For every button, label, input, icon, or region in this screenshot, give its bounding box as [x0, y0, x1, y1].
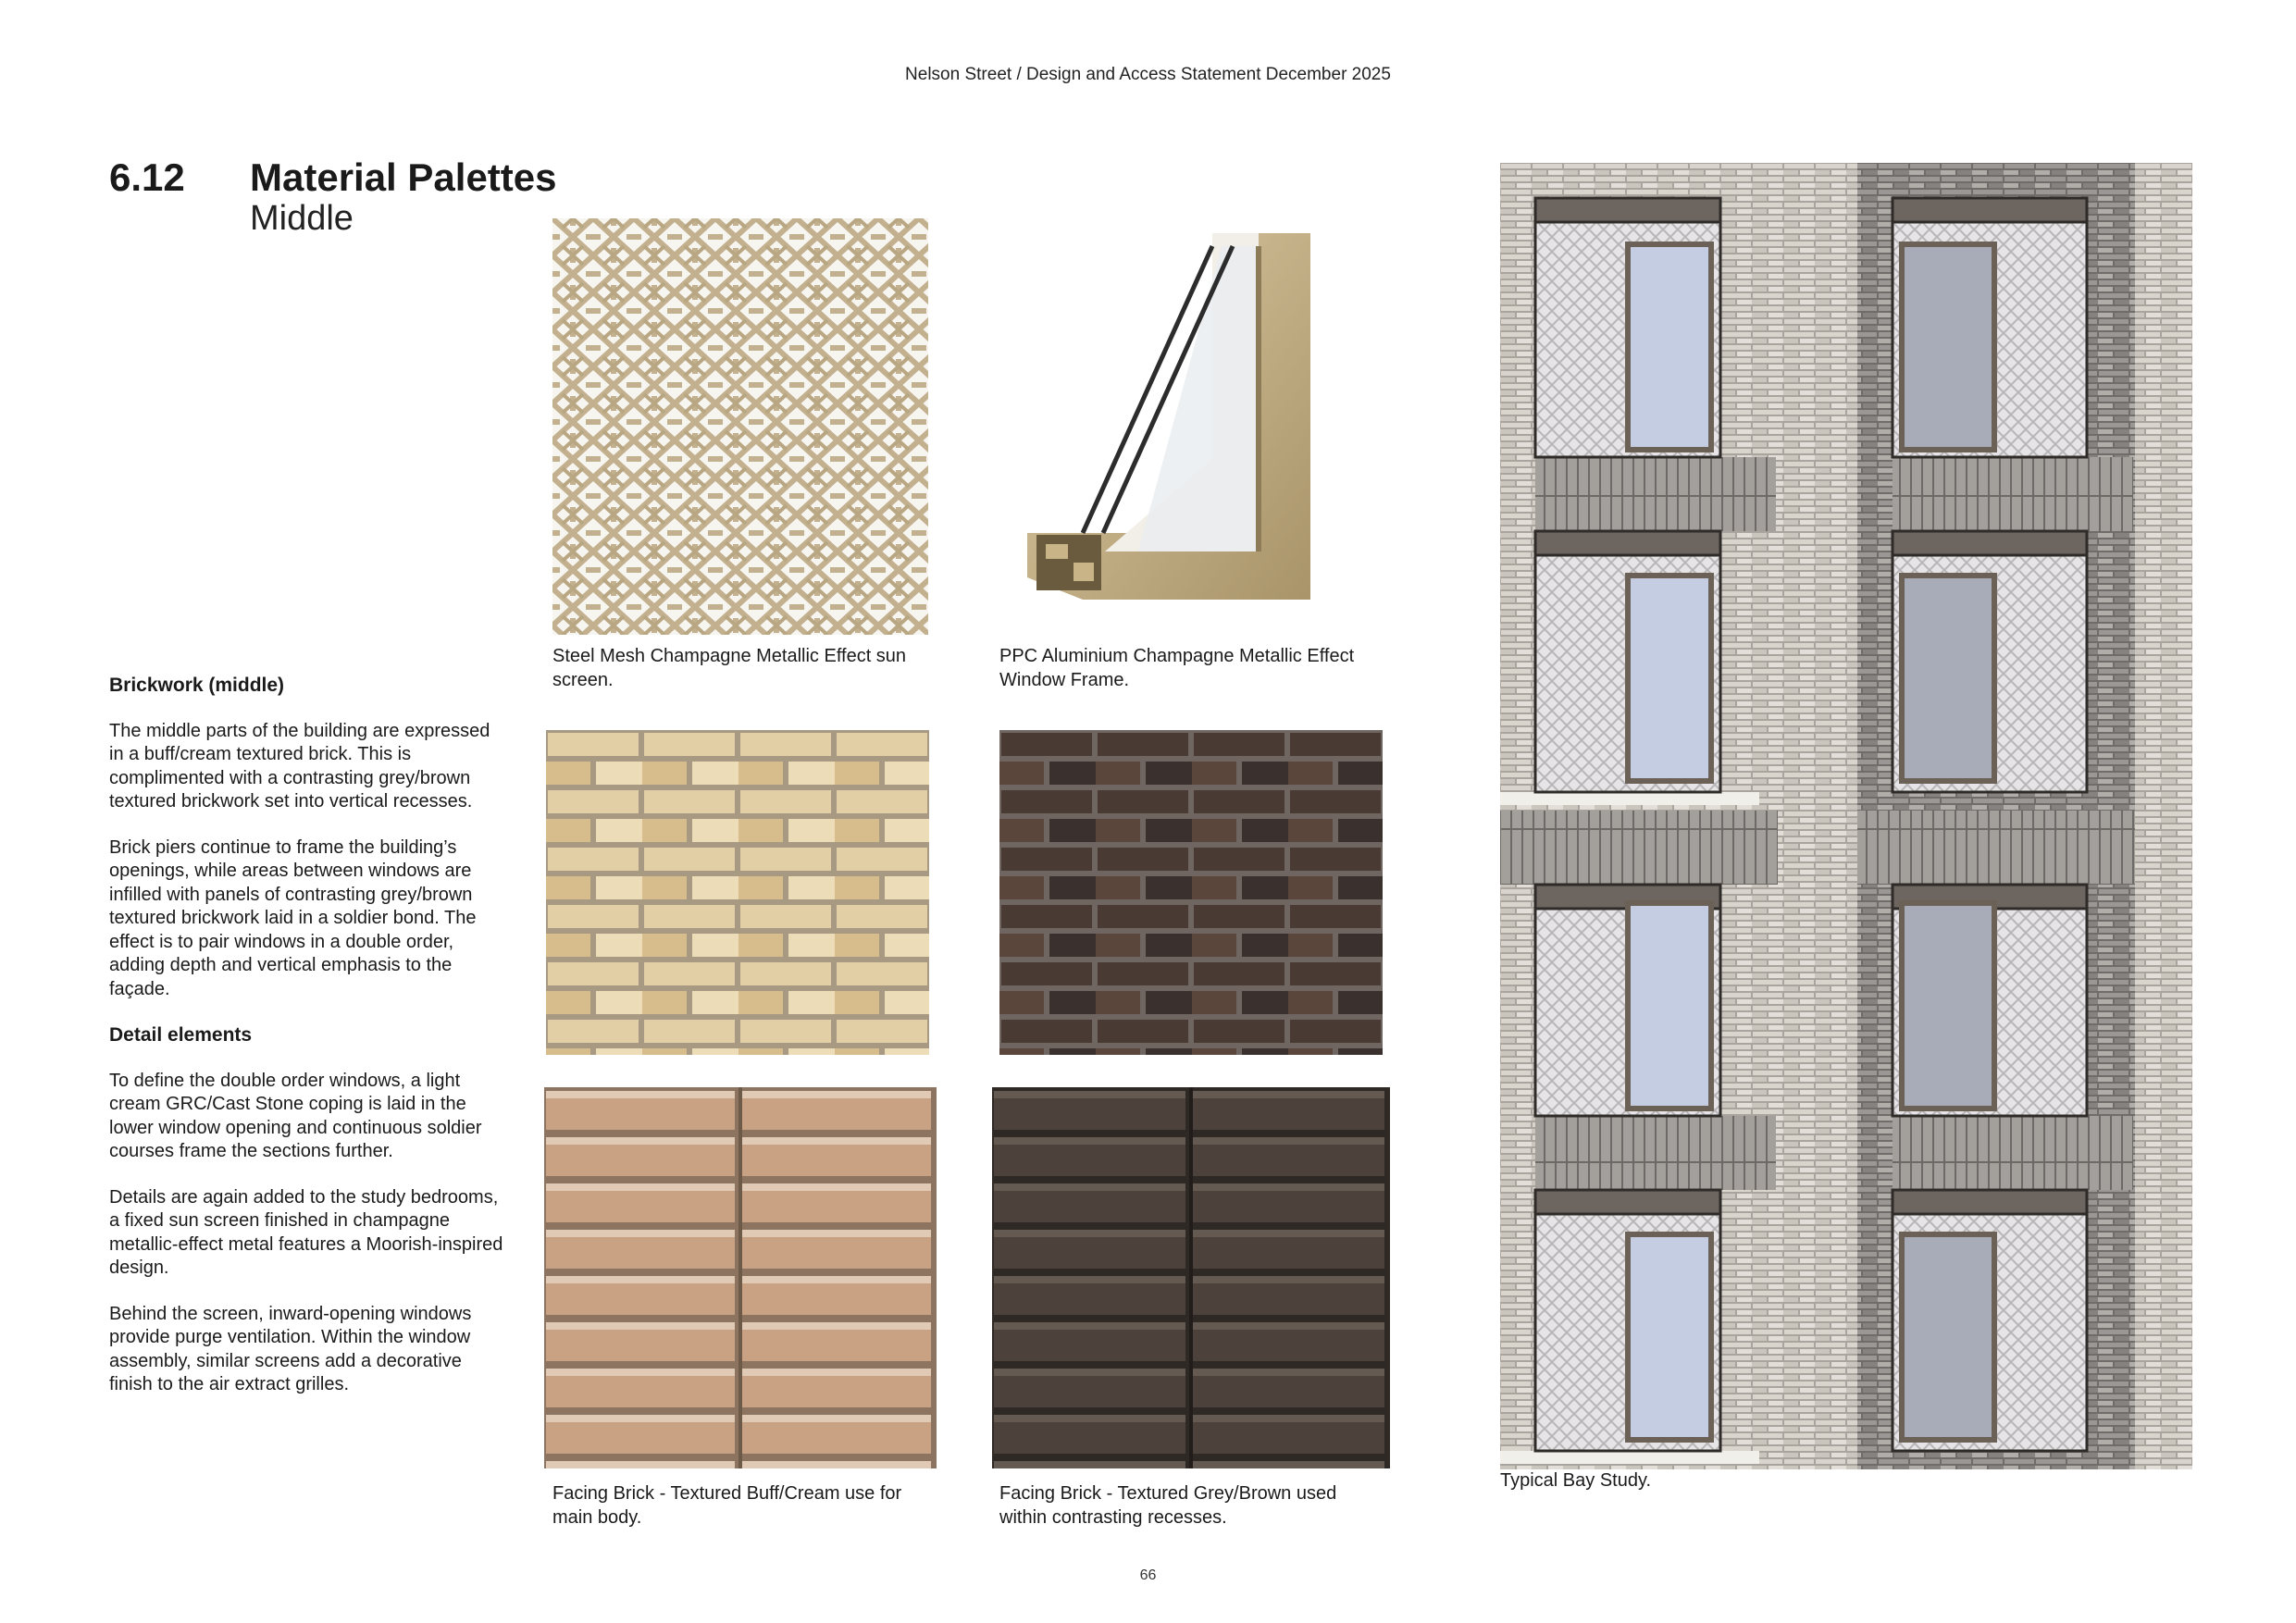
section-title: Material Palettes	[250, 155, 557, 199]
steel-mesh-image	[552, 218, 928, 635]
buff-brick-image	[546, 730, 929, 1055]
window-right-4	[1893, 1190, 2087, 1451]
window-right-2	[1893, 531, 2087, 792]
buff-brick-caption: Facing Brick - Textured Buff/Cream use for main body.	[552, 1483, 902, 1528]
detail-paragraph-1: To define the double order windows, a light cream GRC/Cast Stone coping is laid in the lower window opening and continuous soldier courses frame the sections further.	[109, 1070, 482, 1161]
document-header: Nelson Street / Design and Access Statement December 2025	[905, 65, 1391, 84]
section-subtitle: Middle	[250, 199, 354, 238]
window-left-3	[1535, 885, 1720, 1116]
mesh-caption: Steel Mesh Champagne Metallic Effect sun screen.	[552, 646, 907, 690]
window-right-1	[1893, 198, 2087, 457]
grey-brick-caption: Facing Brick - Textured Grey/Brown used within contrasting recesses.	[999, 1483, 1337, 1528]
buff-brick-stack-image	[544, 1087, 937, 1468]
window-left-1	[1535, 198, 1720, 457]
body-text	[109, 674, 507, 1397]
window-left-4	[1535, 1190, 1720, 1451]
grey-brick-image	[999, 730, 1383, 1055]
bay-caption: Typical Bay Study.	[1500, 1470, 1652, 1491]
window-frame-image	[1027, 228, 1310, 635]
brickwork-paragraph-2: Brick piers continue to frame the building’s openings, while areas between windows are infilled with panels of contrasting grey/brown textured brickwork laid in a soldier bond. The effect is to pair windows in a double order, adding depth and vertical emphasis to the façade.	[109, 836, 477, 999]
detail-paragraph-2: Details are again added to the study bedrooms, a fixed sun screen finished in champagne metallic-effect metal features a Moorish-inspired design.	[109, 1186, 503, 1278]
window-right-3	[1893, 885, 2087, 1116]
brickwork-paragraph-1: The middle parts of the building are expressed in a buff/cream textured brick. This is complimented with a contrasting grey/brown textured brickwork set into vertical recesses.	[109, 720, 490, 812]
frame-caption: PPC Aluminium Champagne Metallic Effect Window Frame.	[999, 646, 1355, 690]
section-number: 6.12	[109, 155, 185, 199]
detail-paragraph-3: Behind the screen, inward-opening windows provide purge ventilation. Within the window assembly, similar screens add a decorative finish to the air extract grilles.	[109, 1303, 472, 1394]
brickwork-heading: Brickwork (middle)	[109, 675, 285, 696]
detail-heading: Detail elements	[109, 1024, 253, 1046]
grey-brick-stack-image	[992, 1087, 1390, 1468]
window-left-2	[1535, 531, 1720, 792]
page-number: 66	[1139, 1567, 1157, 1583]
typical-bay-elevation	[1500, 163, 2192, 1469]
